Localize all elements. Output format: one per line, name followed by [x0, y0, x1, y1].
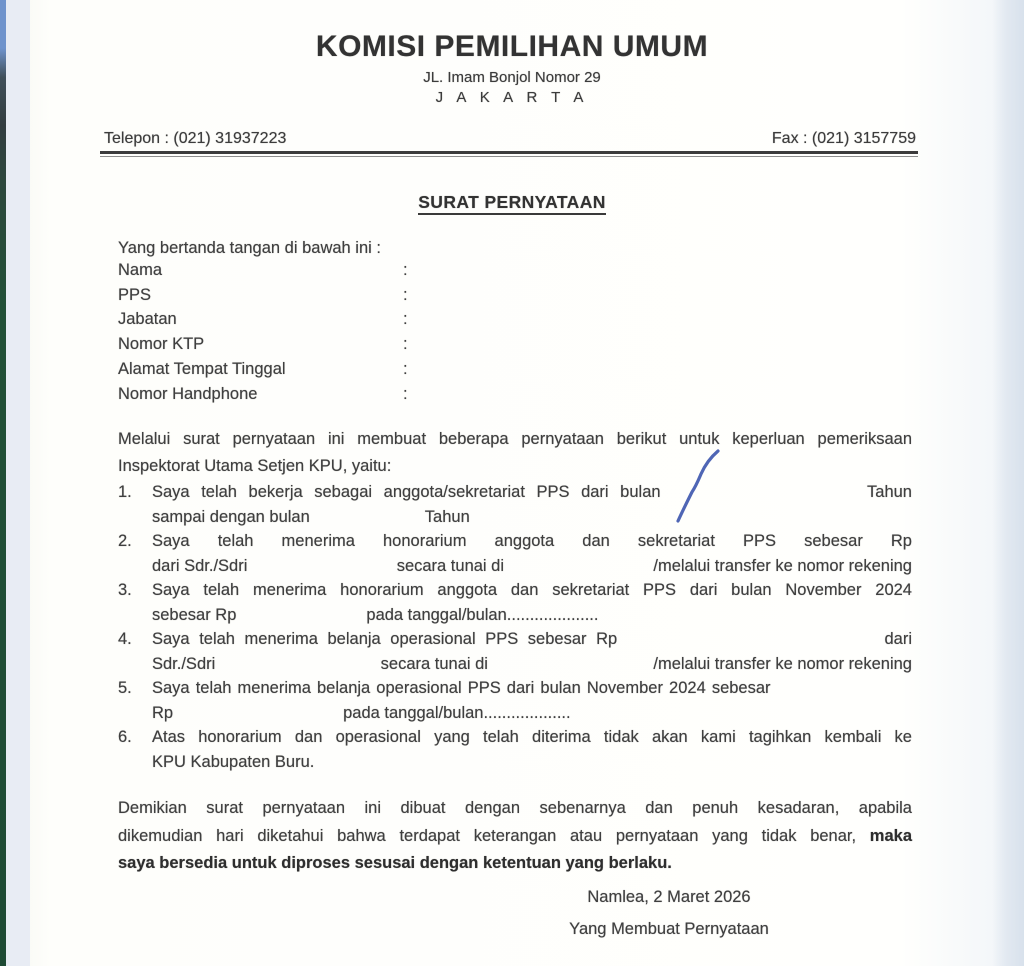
statement-item-4	[118, 627, 912, 676]
phone-label: Telepon : (021) 31937223	[104, 130, 287, 147]
statement-line: KPU Kabupaten Buru.	[152, 752, 315, 771]
field-row-handphone	[118, 382, 912, 407]
letterhead-org-name: KOMISI PEMILIHAN UMUM	[315, 30, 709, 63]
field-colon: :	[403, 384, 408, 403]
statement-item-6	[118, 725, 912, 774]
signature-role: Yang Membuat Pernyataan	[569, 920, 769, 938]
statement-line	[152, 554, 912, 579]
statement-line	[152, 603, 912, 628]
signature-block	[543, 888, 795, 939]
statement-item-2	[118, 529, 912, 578]
field-colon: :	[403, 285, 408, 304]
field-row-alamat	[118, 357, 912, 382]
statement-text: Rp	[152, 703, 174, 722]
statement-number: 4.	[118, 630, 132, 648]
statement-number: 1.	[118, 483, 132, 501]
field-label: Nomor Handphone	[118, 384, 258, 403]
page-title	[30, 192, 994, 213]
statement-item-5	[118, 676, 912, 725]
closing-line-2	[118, 823, 912, 851]
signature-place-date: Namlea, 2 Maret 2026	[587, 888, 751, 906]
statement-text: sampai dengan bulan	[152, 507, 310, 526]
field-label: Nama	[118, 260, 163, 279]
preamble-line-2: Inspektorat Utama Setjen KPU, yaitu:	[118, 457, 392, 475]
statement-line: Saya telah menerima honorarium anggota dan sekretariat PPS sebesar Rp	[152, 532, 912, 550]
field-colon: :	[403, 335, 408, 354]
letterhead-address: JL. Imam Bonjol Nomor 29	[423, 69, 601, 86]
field-row-nomor-ktp	[118, 332, 912, 357]
statement-line	[152, 652, 912, 677]
field-row-pps	[118, 283, 912, 308]
page-title-text: SURAT PERNYATAAN	[418, 192, 606, 215]
scan-margin-right	[992, 0, 1024, 966]
field-label: Nomor KTP	[118, 335, 205, 354]
field-colon: :	[403, 310, 408, 329]
statement-text: Saya telah bekerja sebagai anggota/sekretariat PPS dari bulan	[152, 483, 661, 501]
statement-text: secara tunai di	[380, 654, 488, 673]
fax-label: Fax : (021) 3157759	[771, 130, 916, 147]
statement-text: Tahun	[424, 507, 470, 526]
field-row-nama	[118, 258, 912, 283]
statement-number: 3.	[118, 581, 132, 599]
statement-text: Sdr./Sdri	[152, 654, 216, 673]
scan-margin-left	[6, 0, 30, 966]
statement-item-3	[118, 578, 912, 627]
field-row-jabatan	[118, 308, 912, 333]
letterhead-contact-row	[104, 130, 916, 148]
statement-line	[152, 701, 912, 726]
closing-line-1: Demikian surat pernyataan ini dibuat dengan sebenarnya dan penuh kesadaran, apabila	[118, 799, 912, 817]
preamble-line-1: Melalui surat pernyataan ini membuat beberapa pernyataan berikut untuk keperluan pemeriksaan	[118, 430, 912, 448]
statement-text: sebesar Rp	[152, 605, 237, 624]
statement-text: Saya telah menerima belanja operasional PPS sebesar Rp	[152, 630, 618, 648]
statement-item-1	[118, 480, 912, 529]
statement-line: Atas honorarium dan operasional yang telah diterima tidak akan kami tagihkan kembali ke	[152, 728, 912, 746]
intro-line: Yang bertanda tangan di bawah ini :	[118, 239, 381, 257]
closing-text-bold: saya bersedia untuk diproses sesusai dengan ketentuan yang berlaku.	[118, 854, 672, 872]
statement-text: dari	[884, 630, 912, 648]
closing-text-bold: maka	[869, 826, 912, 845]
statement-text: Tahun	[867, 483, 912, 501]
field-label: PPS	[118, 285, 152, 304]
letterhead-rule-thin	[100, 156, 918, 157]
letterhead-rule	[100, 151, 918, 157]
statement-text: dari Sdr./Sdri	[152, 556, 248, 575]
statement-text: /melalui transfer ke nomor rekening	[653, 556, 912, 575]
statement-text: secara tunai di	[396, 556, 505, 575]
statement-text: /melalui transfer ke nomor rekening	[653, 654, 912, 673]
statement-number: 2.	[118, 532, 132, 550]
letterhead-rule-thick	[100, 151, 918, 154]
statement-number: 5.	[118, 679, 132, 697]
field-label: Jabatan	[118, 310, 177, 329]
statement-line: Saya telah menerima honorarium anggota dan sekretariat PPS dari bulan November 2024	[152, 581, 912, 599]
statement-line	[152, 505, 912, 530]
statement-list	[118, 480, 912, 774]
closing-text: dikemudian hari diketahui bahwa terdapat keterangan atau pernyataan yang tidak benar,	[118, 826, 870, 845]
field-colon: :	[403, 360, 408, 379]
statement-line: Saya telah menerima belanja operasional PPS dari bulan November 2024 sebesar	[152, 679, 771, 697]
field-colon: :	[403, 260, 408, 279]
statement-text: pada tanggal/bulan...................	[343, 703, 571, 722]
statement-line	[152, 480, 912, 505]
closing-paragraph	[118, 795, 912, 878]
identity-fields	[118, 258, 912, 407]
preamble-paragraph	[118, 426, 912, 480]
statement-text: pada tanggal/bulan....................	[366, 605, 599, 624]
statement-line	[152, 627, 912, 652]
closing-line-3	[118, 850, 912, 878]
field-label: Alamat Tempat Tinggal	[118, 360, 286, 379]
letterhead-city: J A K A R T A	[435, 89, 589, 106]
statement-number: 6.	[118, 728, 132, 746]
